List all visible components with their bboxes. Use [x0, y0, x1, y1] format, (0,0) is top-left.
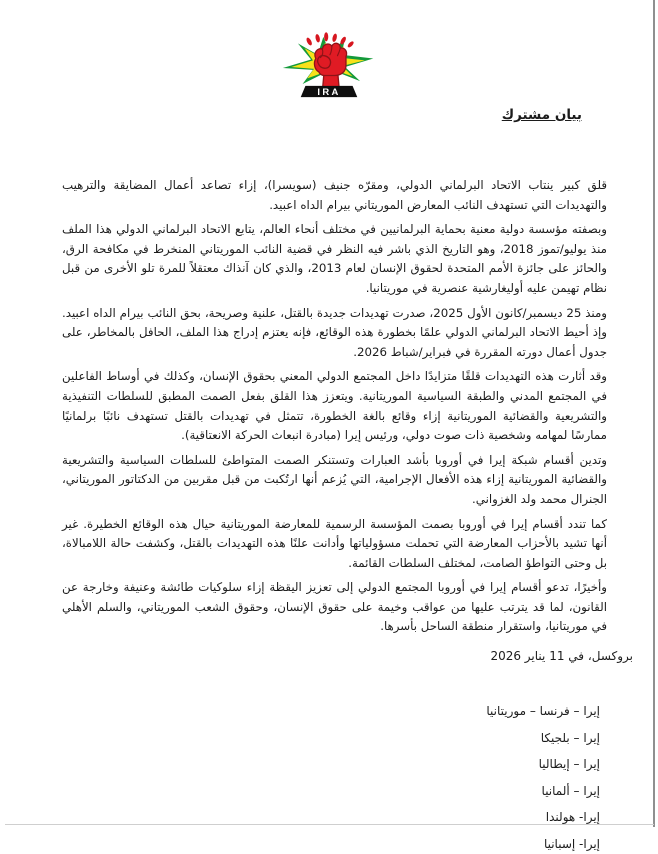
document-title: بيان مشترك: [501, 107, 582, 123]
statement-paragraph: وقد أثارت هذه التهديدات قلقًا متزايدًا داخل المجتمع الدولي المعني بحقوق الإنسان، وكذلك في أوساط الفاعلين في المجتمع المدني والطبقة السياسية الموريتانية. ويتعزز هذا القلق بفعل الصمت المطبق للسلطات التنفيذية والتشريعية والقضائية الموريتانية إزاء وقائع بالغة الخطورة، تتمثل في تهديدات بالقتل تستهدف نائبًا برلمانيًا ممارسًا لمهامه وشخصية ذات صوت دولي، ورئيس إيرا (مبادرة انبعاث الحركة الانعتاقية).: [62, 369, 607, 443]
ira-logo: [281, 34, 377, 100]
statement-paragraph: وأخيرًا، تدعو أقسام إيرا في أوروبا المجتمع الدولي إلى تعزيز اليقظة إزاء سلوكيات طائشة وعنيفة وخارجة عن القانون، لما قد يترتب عليها من عواقب وخيمة على حقوق الإنسان، وحقوق الشعب الموريتاني، والسلم الأهلي في موريتانيا، واستقرار منطقة الساحل بأسرها.: [62, 580, 607, 634]
signatory-item: إيرا – ألمانيا: [541, 783, 600, 798]
ira-banner-label: IRA: [317, 85, 341, 97]
statement-paragraph: ومنذ 25 ديسمبر/كانون الأول 2025، صدرت تهديدات جديدة بالقتل، علنية وصريحة، بحق النائب بيرام الداه اعبيد. وإذ أحيط الاتحاد البرلماني الدولي علمًا بخطورة هذه الوقائع، فإنه يعتزم إدراج هذا الملف، الحافل بالمخاطر، على جدول أعمال دورته المقررة في فبراير/شباط 2026.: [62, 305, 607, 359]
signatory-item: إيرا- إسبانيا: [543, 836, 600, 851]
signatory-item: إيرا- هولندا: [545, 810, 600, 825]
statement-body: [0, 176, 658, 637]
statement-paragraph: قلق كبير ينتاب الاتحاد البرلماني الدولي، ومقرّه جنيف (سويسرا)، إزاء تصاعد أعمال المضايقة والترهيب والتهديدات التي تستهدف النائب المعارض الموريتاني بيرام الداه اعبيد.: [62, 178, 607, 212]
page-edge-bottom: [5, 824, 654, 825]
signatory-item: إيرا – فرنسا – موريتانيا: [486, 704, 600, 719]
dateline: بروكسل، في 11 يناير 2026: [490, 649, 633, 664]
statement-paragraph: كما تندد أقسام إيرا في أوروبا بصمت المؤسسة الرسمية للمعارضة الموريتانية حيال هذه الوقائع الخطيرة. غير أنها تشيد بالأحزاب المعارضة التي تحملت مسؤولياتها وأدانت علنًا هذه التهديدات بالقتل، وكشفت حالة اللامبالاة، بل وحتى التواطؤ الصامت، لمختلف السلطات القائمة.: [62, 516, 607, 570]
page-edge-right: [653, 0, 655, 827]
statement-paragraph: وبصفته مؤسسة دولية معنية بحماية البرلمانيين في مختلف أنحاء العالم، يتابع الاتحاد البرلماني الدولي هذا الملف منذ يوليو/تموز 2018، وهو التاريخ الذي باشر فيه النظر في قضية النائب الموريتاني المنخرط في مكافحة الرق، والحائز على جائزة الأمم المتحدة لحقوق الإنسان لعام 2013، والذي كان آنذاك معتقلاً للمرة تلو الأخرى من قبل نظام تهيمن عليه أوليغارشية عنصرية في موريتانيا.: [62, 222, 607, 295]
statement-paragraph: وتدين أقسام شبكة إيرا في أوروبا بأشد العبارات وتستنكر الصمت المتواطئ للسلطات السياسية والتشريعية والقضائية الموريتانية إزاء هذه الأفعال الإجرامية، التي يُزعم أنها ارتُكبت من قبل مقربين من الدكتاتور الموريتاني، الجنرال محمد ولد الغزواني.: [62, 452, 607, 506]
signatory-item: إيرا – إيطاليا: [538, 757, 600, 772]
raised-fist-icon: [314, 43, 346, 90]
signatories-list: [0, 702, 658, 854]
signatory-item: إيرا – بلجيكا: [540, 730, 600, 745]
logo-container: [281, 0, 377, 100]
